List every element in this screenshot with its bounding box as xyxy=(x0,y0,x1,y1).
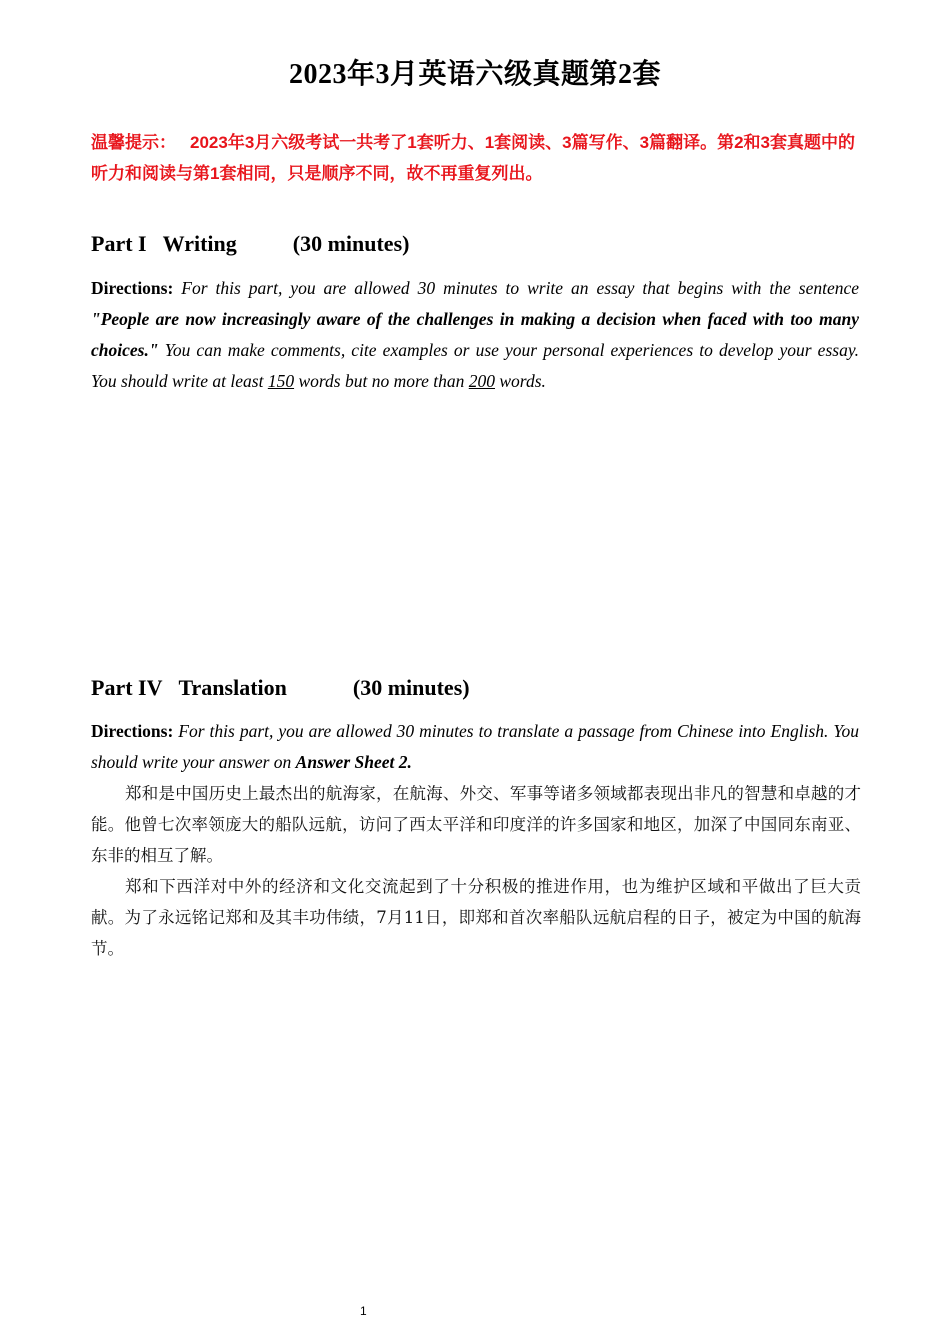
part4-name: Translation xyxy=(178,675,287,700)
part1-directions xyxy=(91,273,859,397)
passage-paragraph: 郑和下西洋对中外的经济和文化交流起到了十分积极的推进作用，也为维护区域和平做出了巨大贡献。为了永远铭记郑和及其丰功伟绩，7月11日，即郑和首次率船队远航启程的日子，被定为中国的航海节。 xyxy=(91,877,861,958)
part1-time: (30 minutes) xyxy=(292,231,410,256)
part1-max-words: 200 xyxy=(468,371,495,391)
part4-time: (30 minutes) xyxy=(352,675,470,700)
part1-directions-text-c: words but no more than xyxy=(298,371,465,391)
tip-text: 2023年3月六级考试一共考了1套听力、1套阅读、3篇写作、3篇翻译。第2和3套真题中的听力和阅读与第1套相同，只是顺序不同，故不再重复列出。 xyxy=(91,133,855,183)
part1-number: Part I xyxy=(91,231,147,256)
part1-min-words: 150 xyxy=(267,371,295,391)
exam-tip xyxy=(91,127,861,189)
part1-directions-text-d: words. xyxy=(499,371,546,391)
part4-directions-text-a: For this part, you are allowed 30 minutes to translate a passage from Chinese into English. You should write your answer on xyxy=(91,721,859,772)
passage-paragraph: 郑和是中国历史上最杰出的航海家，在航海、外交、军事等诸多领域都表现出非凡的智慧和卓越的才能。他曾七次率领庞大的船队远航，访问了西太平洋和印度洋的许多国家和地区，加深了中国同东南亚、东非的相互了解。 xyxy=(91,784,861,865)
part4-heading xyxy=(91,675,470,701)
part1-essay-prompt: "People are now increasingly aware of the challenges in making a decision when faced with too many choices." xyxy=(91,309,859,360)
document-title: 2023年3月英语六级真题第2套 xyxy=(288,59,661,90)
translation-passage xyxy=(91,778,861,964)
page-number: 1 xyxy=(360,1304,367,1318)
part1-name: Writing xyxy=(162,231,237,256)
tip-label: 温馨提示： xyxy=(91,133,176,152)
part1-heading xyxy=(91,231,409,257)
part4-directions xyxy=(91,716,859,778)
part4-answer-sheet: Answer Sheet 2. xyxy=(295,752,412,772)
part1-directions-text-a: For this part, you are allowed 30 minutes to write an essay that begins with the sentence xyxy=(181,278,859,298)
part1-directions-label: Directions: xyxy=(91,278,174,298)
part1-directions-text-b: You can make comments, cite examples or use your personal experiences to develop your essay. You should write at least xyxy=(91,340,859,391)
part4-directions-label: Directions: xyxy=(91,721,174,741)
part4-number: Part IV xyxy=(91,675,163,700)
